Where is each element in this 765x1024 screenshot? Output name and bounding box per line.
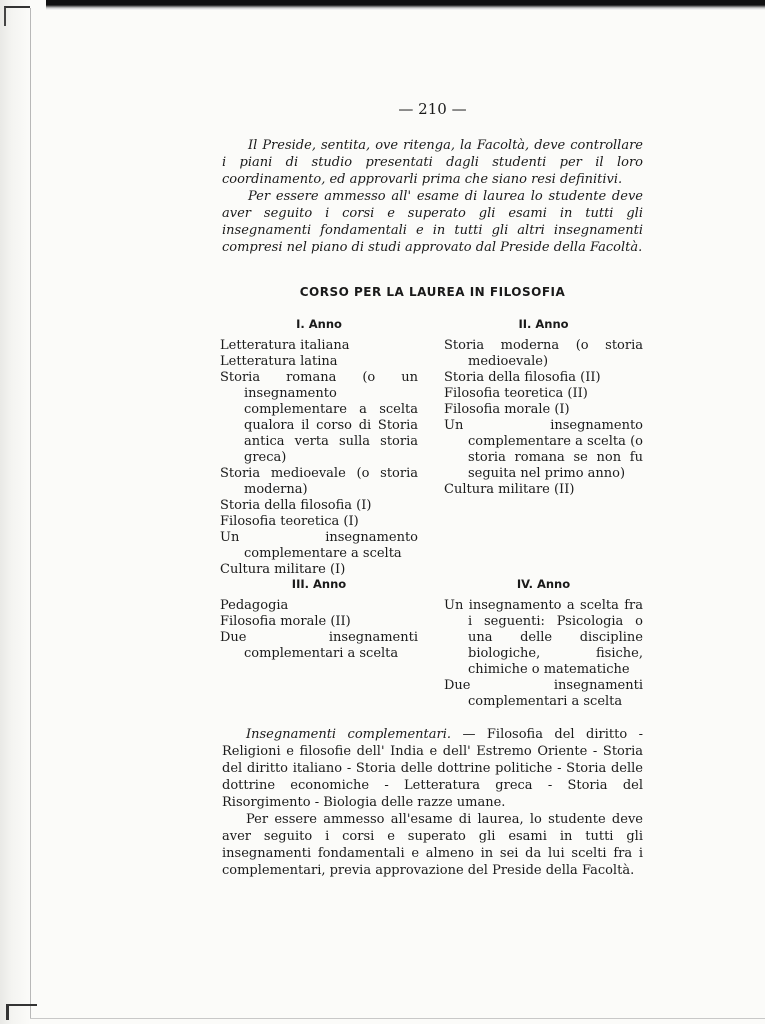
year-4-title: IV. Anno bbox=[516, 577, 571, 591]
course-item: Cultura militare (I) bbox=[220, 562, 346, 577]
year-3-list bbox=[220, 598, 418, 662]
complementary-lead: Insegnamenti complementari. bbox=[246, 727, 452, 742]
course-item: Filosofia morale (II) bbox=[220, 614, 351, 629]
course-item: Cultura militare (II) bbox=[444, 482, 575, 497]
course-item: Due insegnamenti complementari a scelta bbox=[220, 630, 418, 661]
year-2-list bbox=[444, 338, 643, 498]
closing-text bbox=[222, 726, 643, 879]
year-2-column bbox=[444, 316, 643, 498]
course-item: Pedagogia bbox=[220, 598, 289, 613]
course-item: Storia moderna (o storia medioevale) bbox=[444, 338, 643, 369]
course-item: Letteratura italiana bbox=[220, 338, 350, 353]
year-1-title: I. Anno bbox=[296, 317, 342, 331]
course-title: CORSO PER LA LAUREA IN FILOSOFIA bbox=[299, 285, 566, 299]
year-4-list bbox=[444, 598, 643, 710]
course-item: Due insegnamenti complementari a scelta bbox=[444, 678, 643, 709]
scan-bottom-edge bbox=[30, 1018, 765, 1019]
year-4-column bbox=[444, 576, 643, 710]
course-item: Un insegnamento complementare a scelta bbox=[220, 530, 418, 561]
course-item: Filosofia morale (I) bbox=[444, 402, 570, 417]
course-item: Storia romana (o un insegnamento complementare a scelta qualora il corso di Storia antica verta sulla storia greca) bbox=[220, 370, 418, 465]
course-item: Filosofia teoretica (I) bbox=[220, 514, 359, 529]
scan-top-edge bbox=[0, 0, 765, 10]
year-3-column bbox=[220, 576, 418, 662]
course-item: Un insegnamento complementare a scelta (o storia romana se non fu seguita nel primo anno) bbox=[444, 418, 643, 481]
course-item: Storia della filosofia (II) bbox=[444, 370, 601, 385]
intro-text bbox=[222, 137, 643, 256]
binding-line bbox=[30, 8, 31, 1018]
complementary-list: — Filosofia del diritto - Religioni e filosofie dell' India e dell' Estremo Oriente - Storia del diritto italiano - Storia delle dottrine politiche - Storia delle dottrine economiche - Letteratura greca - Storia del Risorgimento - Biologia delle razze umane. bbox=[222, 727, 643, 810]
intro-paragraph-2: Per essere ammesso all' esame di laurea lo studente deve aver seguito i corsi e superato gli esami in tutti gli insegnamenti fondamentali e in tutti gli altri insegnamenti compresi nel piano di studi approvato dal Preside della Facoltà. bbox=[222, 189, 643, 255]
intro-paragraph-1: Il Preside, sentita, ove ritenga, la Facoltà, deve controllare i piani di studio presentati dagli studenti per il loro coordinamento, ed approvarli prima che siano resi definitivi. bbox=[222, 138, 643, 187]
year-2-title: II. Anno bbox=[518, 317, 569, 331]
course-item: Filosofia teoretica (II) bbox=[444, 386, 588, 401]
complementary-paragraph bbox=[222, 726, 643, 811]
course-item: Letteratura latina bbox=[220, 354, 338, 369]
closing-paragraph-2: Per essere ammesso all'esame di laurea, lo studente deve aver seguito i corsi e superato gli esami in tutti gli insegnamenti fondamentali e almeno in sei da lui scelti fra i complementari, previa approvazione del Preside della Facoltà. bbox=[222, 812, 643, 878]
year-1-list bbox=[220, 338, 418, 578]
page-number: — 210 — bbox=[398, 100, 467, 118]
course-item: Storia della filosofia (I) bbox=[220, 498, 372, 513]
course-item: Un insegnamento a scelta fra i seguenti: Psicologia o una delle discipline biologiche, fisiche, chimiche o matematiche bbox=[444, 598, 643, 677]
course-item: Storia medioevale (o storia moderna) bbox=[220, 466, 418, 497]
binding-mark-top bbox=[4, 6, 30, 26]
year-3-title: III. Anno bbox=[291, 577, 347, 591]
year-1-column bbox=[220, 316, 418, 578]
scan-left-edge bbox=[0, 0, 46, 1024]
